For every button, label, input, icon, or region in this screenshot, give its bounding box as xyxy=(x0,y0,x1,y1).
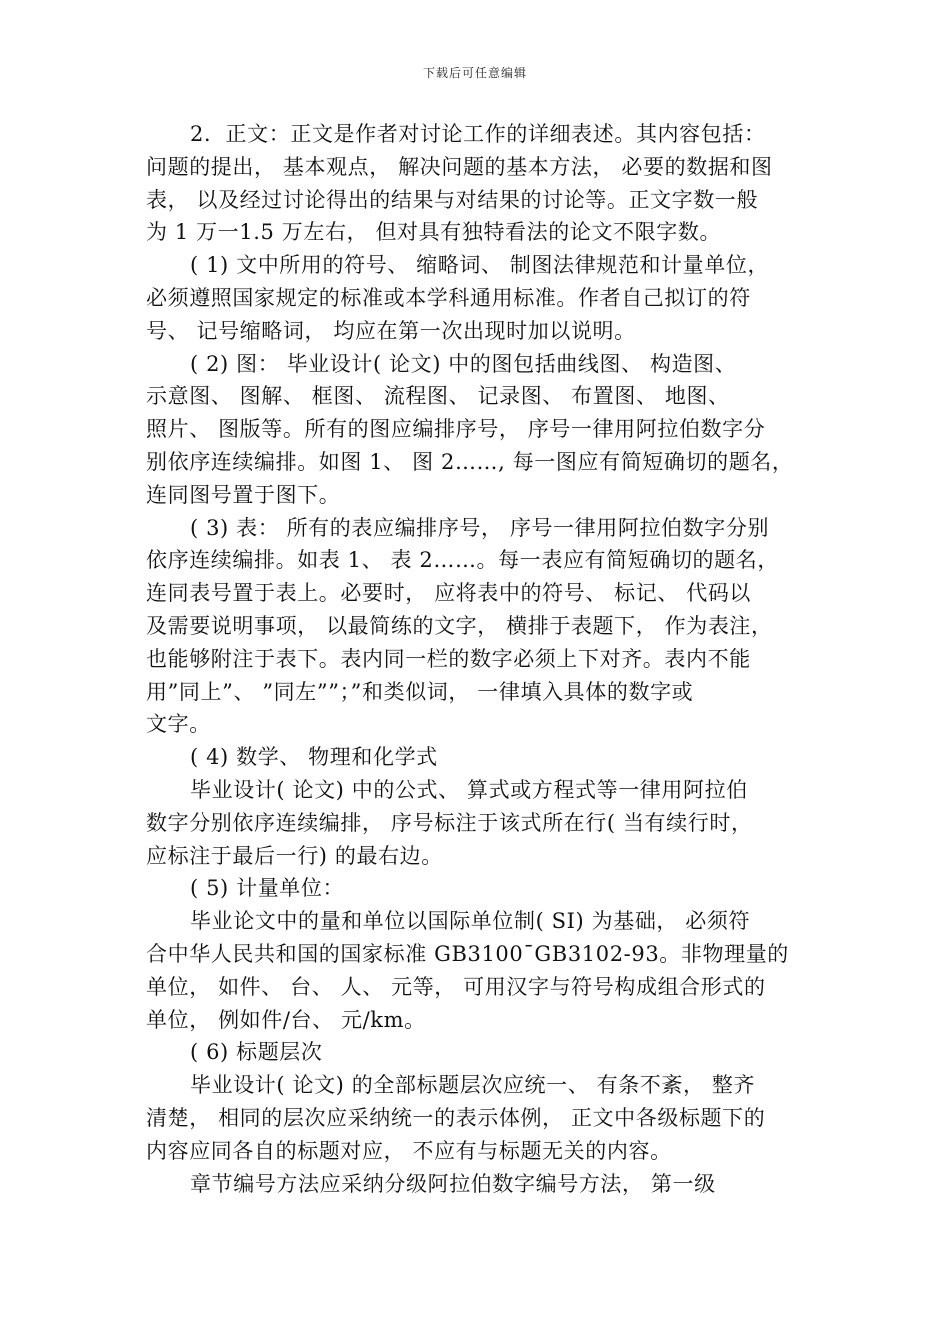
text-line: 表， 以及经过讨论得出的结果与对结果的讨论等。正文字数一般 xyxy=(146,187,759,212)
text-line: 清楚， 相同的层次应采纳统一的表示体例， 正文中各级标题下的 xyxy=(146,1105,766,1130)
text-line: 数字分别依序连续编排， 序号标注于该式所在行( 当有续行时， xyxy=(146,810,753,835)
text-line: 毕业设计( 论文) 的全部标题层次应统一、 有条不紊， 整齐 xyxy=(190,1073,756,1098)
body-text xyxy=(146,118,810,1200)
text-line: ( 4) 数学、 物理和化学式 xyxy=(190,745,438,770)
text-line: 也能够附注于表下。表内同一栏的数字必须上下对齐。表内不能 xyxy=(146,646,751,671)
text-line: ( 6) 标题层次 xyxy=(190,1040,323,1065)
text-line: 毕业论文中的量和单位以国际单位制( SI) 为基础， 必须符 xyxy=(190,909,751,934)
text-line: 必须遵照国家规定的标准或本学科通用标准。作者自己拟订的符 xyxy=(146,285,751,310)
text-line: 别依序连续编排。如图 1、 图 2……, 每一图应有简短确切的题名， xyxy=(146,449,794,474)
text-line: 用”同上”、 ”同左””；”和类似词， 一律填入具体的数字或 xyxy=(146,679,694,704)
text-line: 连同图号置于图下。 xyxy=(146,482,341,507)
text-line: ( 5) 计量单位： xyxy=(190,876,345,901)
text-line: 合中华人民共和国的国家标准 GB3100¯GB3102-93。非物理量的 xyxy=(146,941,789,966)
text-line: 及需要说明事项， 以最简练的文字， 横排于表题下， 作为表注， xyxy=(146,613,773,638)
text-line: 连同表号置于表上。必要时， 应将表中的符号、 标记、 代码以 xyxy=(146,581,752,606)
text-line: 依序连续编排。如表 1、 表 2……。每一表应有简短确切的题名， xyxy=(146,548,779,573)
text-line: 单位， 如件、 台、 人、 元等， 可用汉字与符号构成组合形式的 xyxy=(146,974,766,999)
text-line: 章节编号方法应采纳分级阿拉伯数字编号方法， 第一级 xyxy=(190,1171,716,1196)
text-line: 2．正文：正文是作者对讨论工作的详细表述。其内容包括： xyxy=(190,122,766,146)
text-line: 应标注于最后一行) 的最右边。 xyxy=(146,843,443,868)
text-line: 单位， 例如件/台、 元/km。 xyxy=(146,1007,426,1032)
text-line: 号、 记号缩略词， 均应在第一次出现时加以说明。 xyxy=(146,318,636,343)
text-line: 问题的提出， 基本观点， 解决问题的基本方法， 必要的数据和图 xyxy=(146,154,773,179)
page-header: 下载后可任意编辑 xyxy=(422,66,527,80)
text-line: ( 3) 表： 所有的表应编排序号， 序号一律用阿拉伯数字分别 xyxy=(190,515,770,540)
text-line: 内容应同各自的标题对应， 不应有与标题无关的内容。 xyxy=(146,1138,672,1163)
text-line: 为 1 万一1.5 万左右， 但对具有独特看法的论文不限字数。 xyxy=(146,220,722,245)
text-line: 文字。 xyxy=(146,712,211,737)
text-line: ( 1) 文中所用的符号、 缩略词、 制图法律规范和计量单位， xyxy=(190,253,770,278)
text-line: 示意图、 图解、 框图、 流程图、 记录图、 布置图、 地图、 xyxy=(146,384,730,409)
text-line: ( 2) 图： 毕业设计( 论文) 中的图包括曲线图、 构造图、 xyxy=(190,351,737,376)
text-line: 毕业设计( 论文) 中的公式、 算式或方程式等一律用阿拉伯 xyxy=(190,777,748,802)
text-line: 照片、 图版等。所有的图应编排序号， 序号一律用阿拉伯数字分 xyxy=(146,417,766,442)
